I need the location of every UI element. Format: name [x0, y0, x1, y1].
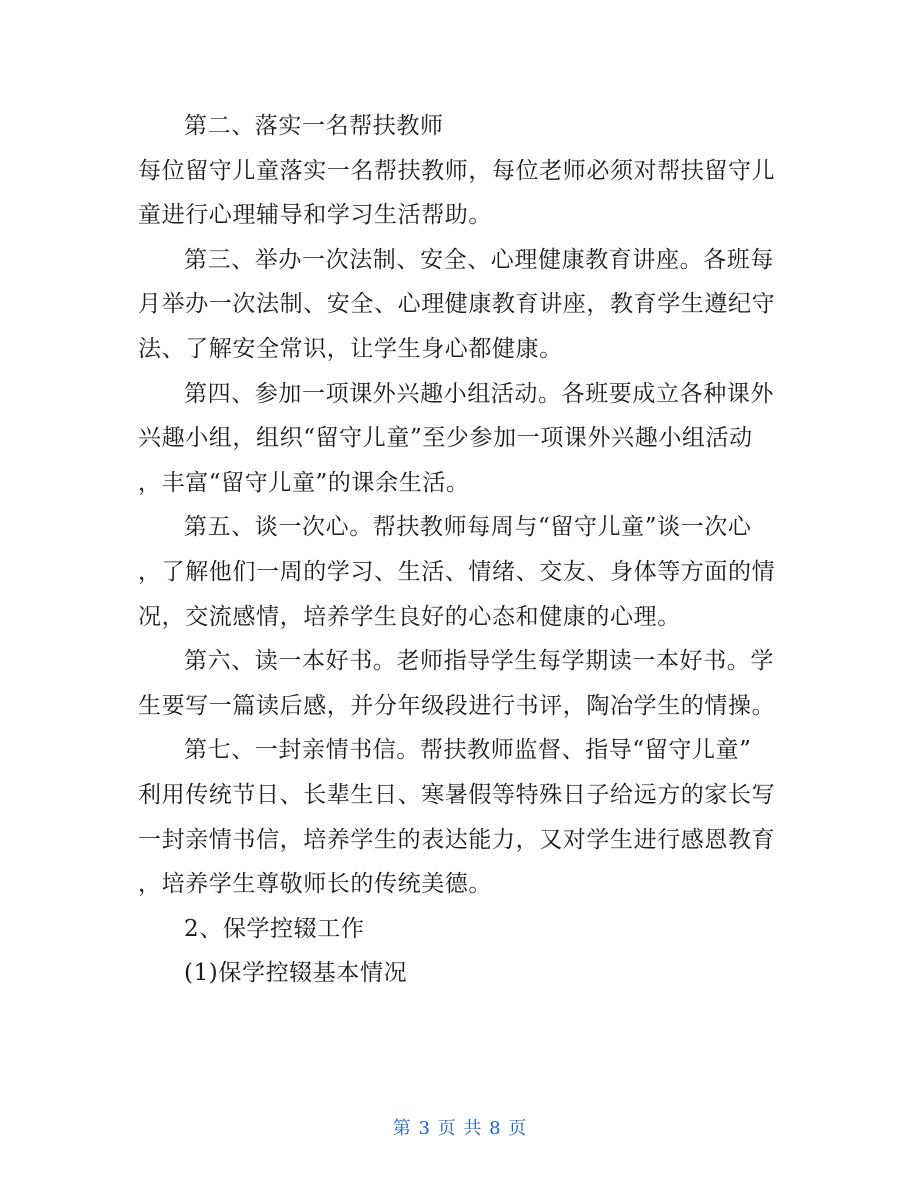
text-line: 兴趣小组，组织“留守儿童”至少参加一项课外兴趣小组活动: [138, 425, 753, 452]
text-line: ，丰富“留守儿童”的课余生活。: [138, 469, 470, 496]
page-number-footer: 第 3 页 共 8 页: [392, 1118, 528, 1139]
text-line: ，培养学生尊敬师长的传统美德。: [138, 871, 492, 898]
text-line: 法、了解安全常识，让学生身心都健康。: [138, 335, 563, 362]
section-heading: 2、保学控辍工作: [184, 915, 365, 942]
text-line: 每位留守儿童落实一名帮扶教师，每位老师必须对帮扶留守儿: [138, 157, 776, 184]
text-line: ，了解他们一周的学习、生活、情绪、交友、身体等方面的情: [138, 558, 776, 585]
heading-line: 第二、落实一名帮扶教师: [184, 113, 444, 139]
paragraph-start-line: 第六、读一本好书。老师指导学生每学期读一本好书。学: [184, 648, 774, 675]
subsection-heading: (1)保学控辍基本情况: [184, 960, 408, 987]
paragraph-start-line: 第五、谈一次心。帮扶教师每周与“留守儿童”谈一次心: [184, 514, 752, 541]
paragraph-start-line: 第三、举办一次法制、安全、心理健康教育讲座。各班每: [184, 246, 774, 273]
paragraph-start-line: 第七、一封亲情书信。帮扶教师监督、指导“留守儿童”: [184, 737, 752, 764]
text-line: 月举办一次法制、安全、心理健康教育讲座，教育学生遵纪守: [138, 291, 776, 318]
text-line: 生要写一篇读后感，并分年级段进行书评，陶冶学生的情操。: [138, 692, 776, 719]
text-line: 利用传统节日、长辈生日、寒暑假等特殊日子给远方的家长写: [138, 781, 776, 808]
text-line: 童进行心理辅导和学习生活帮助。: [138, 202, 492, 229]
text-line: 一封亲情书信，培养学生的表达能力，又对学生进行感恩教育: [138, 826, 776, 853]
document-body: [138, 104, 788, 996]
paragraph-start-line: 第四、参加一项课外兴趣小组活动。各班要成立各种课外: [184, 380, 774, 407]
text-line: 况，交流感情，培养学生良好的心态和健康的心理。: [138, 603, 681, 630]
